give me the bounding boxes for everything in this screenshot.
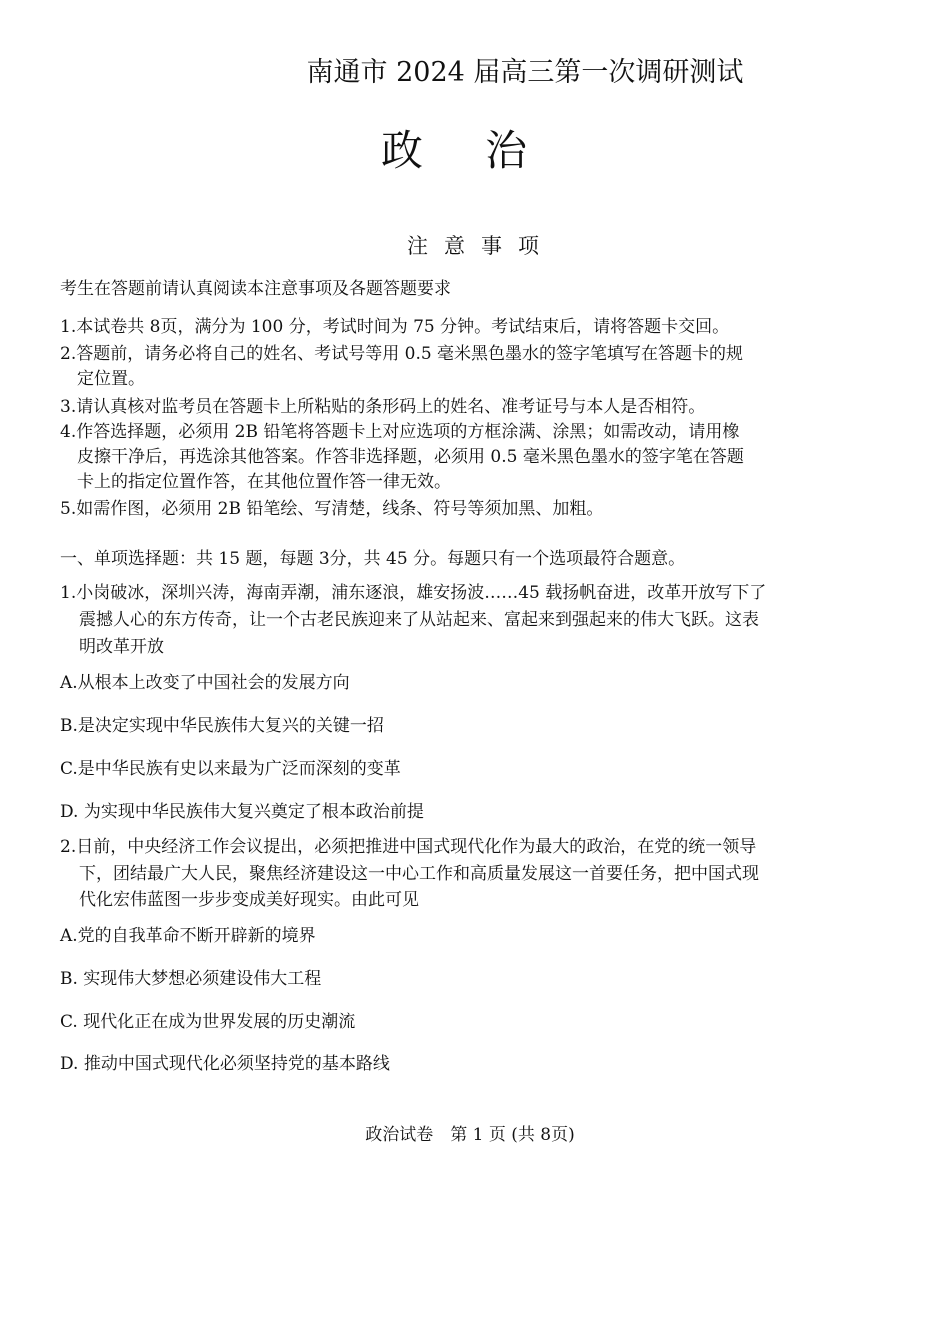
notice-item-2-cont: 定位置。 <box>77 369 145 389</box>
question-1-option-d: D. 为实现中华民族伟大复兴奠定了根本政治前提 <box>60 802 424 822</box>
question-2-stem: 2.日前，中央经济工作会议提出，必须把推进中国式现代化作为最大的政治，在党的统一领导 <box>60 837 757 857</box>
notice-intro: 考生在答题前请认真阅读本注意事项及各题答题要求 <box>60 279 451 299</box>
notice-item-4-cont-2: 卡上的指定位置作答，在其他位置作答一律无效。 <box>77 472 451 492</box>
section-heading: 一、单项选择题：共 15 题，每题 3分，共 45 分。每题只有一个选项最符合题意。 <box>60 549 686 569</box>
question-2-option-a: A.党的自我革命不断开辟新的境界 <box>60 926 316 946</box>
notice-heading: 注意事项 <box>407 234 555 258</box>
exam-title: 南通市 2024 届高三第一次调研测试 <box>306 57 744 88</box>
page-footer: 政治试卷 第 1 页 (共 8页) <box>365 1125 575 1145</box>
question-2-stem-cont: 代化宏伟蓝图一步步变成美好现实。由此可见 <box>79 890 419 910</box>
question-1-stem: 1.小岗破冰，深圳兴涛，海南弄潮，浦东逐浪，雄安扬波……45 载扬帆奋进，改革开放写下了 <box>60 583 767 603</box>
notice-item-5: 5.如需作图，必须用 2B 铅笔绘、写清楚，线条、符号等须加黑、加粗。 <box>60 499 604 519</box>
question-2-stem-cont: 下，团结最广大人民，聚焦经济建设这一中心工作和高质量发展这一首要任务，把中国式现 <box>79 864 759 884</box>
notice-item-4-cont-1: 皮擦干净后，再选涂其他答案。作答非选择题，必须用 0.5 毫米黑色墨水的签字笔在答题 <box>77 447 744 467</box>
question-2-option-b: B. 实现伟大梦想必须建设伟大工程 <box>60 969 322 989</box>
question-1-option-b: B.是决定实现中华民族伟大复兴的关键一招 <box>60 716 384 736</box>
question-1-stem-cont: 震撼人心的东方传奇，让一个古老民族迎来了从站起来、富起来到强起来的伟大飞跃。这表 <box>79 610 759 630</box>
notice-item-4: 4.作答选择题，必须用 2B 铅笔将答题卡上对应选项的方框涂满、涂黑；如需改动，请用橡 <box>60 422 740 442</box>
question-2-option-c: C. 现代化正在成为世界发展的历史潮流 <box>60 1012 356 1032</box>
subject-title: 政治 <box>380 126 589 175</box>
question-1-option-c: C.是中华民族有史以来最为广泛而深刻的变革 <box>60 759 401 779</box>
question-2-option-d: D. 推动中国式现代化必须坚持党的基本路线 <box>60 1054 390 1074</box>
notice-item-1: 1.本试卷共 8页，满分为 100 分，考试时间为 75 分钟。考试结束后，请将答题卡交回。 <box>60 317 730 337</box>
question-1-stem-cont: 明改革开放 <box>79 637 164 657</box>
question-1-option-a: A.从根本上改变了中国社会的发展方向 <box>60 673 350 693</box>
notice-item-2: 2.答题前，请务必将自己的姓名、考试号等用 0.5 毫米黑色墨水的签字笔填写在答题卡的规 <box>60 344 744 364</box>
notice-item-3: 3.请认真核对监考员在答题卡上所粘贴的条形码上的姓名、准考证号与本人是否相符。 <box>60 397 706 417</box>
